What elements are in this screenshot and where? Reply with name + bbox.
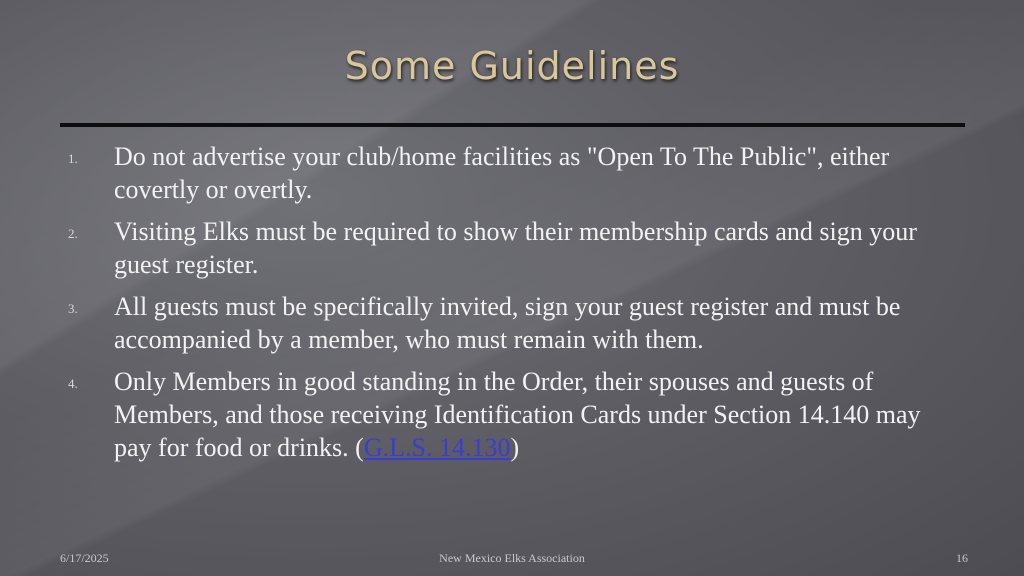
slide-title: Some Guidelines — [344, 44, 680, 88]
list-text-close: ) — [510, 433, 520, 462]
footer-page-number: 16 — [956, 551, 968, 565]
list-text: All guests must be specifically invited, sign your guest register and must be accompanied by a member, who must remain with them. — [114, 292, 901, 354]
list-item — [68, 290, 968, 356]
footer-organization: New Mexico Elks Association — [439, 551, 585, 565]
list-number: 3. — [68, 301, 78, 316]
list-text-body: Only Members in good standing in the Order, their spouses and guests of Members, and those receiving Identification Cards under Section 14.140 may pay for food or drinks. ( — [114, 367, 921, 462]
list-item — [68, 215, 968, 281]
list-number: 4. — [68, 376, 78, 391]
guidelines-list — [68, 140, 968, 473]
list-item — [68, 365, 968, 464]
list-text — [114, 365, 954, 464]
list-number: 1. — [68, 151, 78, 166]
footer-date: 6/17/2025 — [60, 551, 109, 565]
title-divider — [60, 123, 965, 127]
list-text: Do not advertise your club/home facilities as "Open To The Public", either covertly or overtly. — [114, 142, 890, 204]
gls-reference-link[interactable]: G.L.S. 14.130 — [363, 433, 511, 462]
list-number: 2. — [68, 226, 78, 241]
list-text: Visiting Elks must be required to show their membership cards and sign your guest register. — [114, 217, 917, 279]
list-item — [68, 140, 968, 206]
